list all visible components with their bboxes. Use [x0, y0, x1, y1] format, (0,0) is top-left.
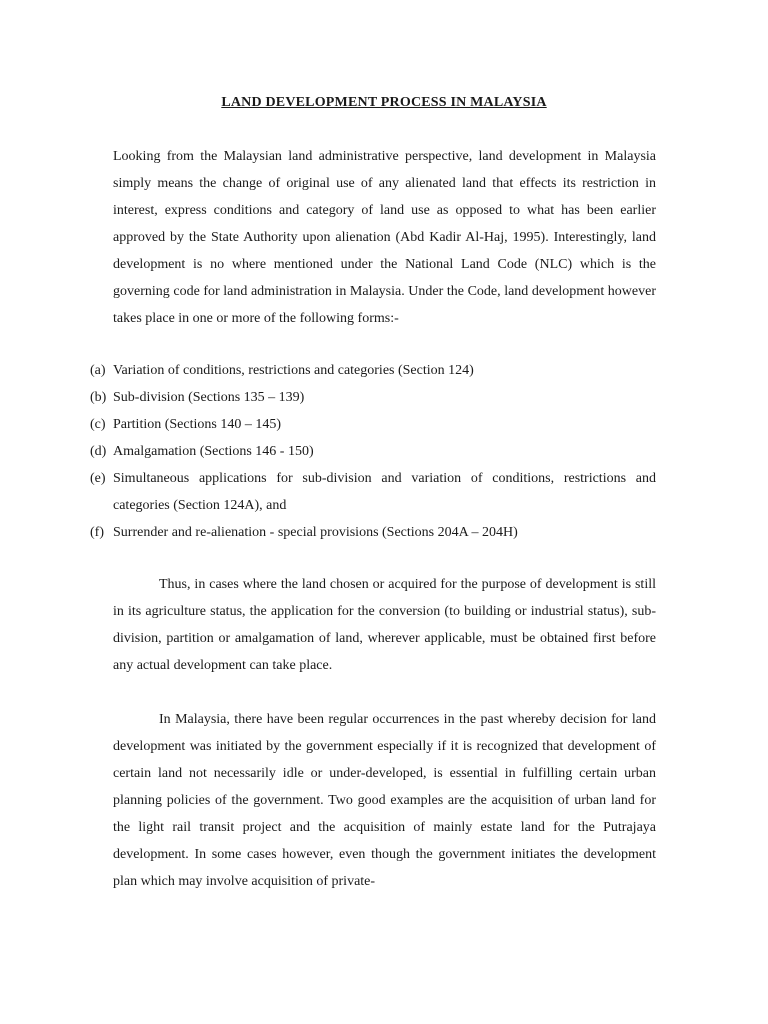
list-marker: (b) [90, 390, 107, 405]
list-item-c [90, 411, 656, 438]
list-item-text: Simultaneous applications for sub-division and variation of conditions, restrictions and categories (Section 124A), and [113, 471, 656, 513]
document-title: LAND DEVELOPMENT PROCESS IN MALAYSIA [221, 95, 547, 110]
list-marker: (d) [90, 444, 107, 459]
list-marker: (a) [90, 363, 106, 378]
conversion-paragraph: Thus, in cases where the land chosen or acquired for the purpose of development is still in its agriculture status, the application for the conversion (to building or industrial status), sub-division, partition or amalgamation of land, wherever applicable, must be obtained first before any actual development can take place. [113, 577, 656, 673]
list-item-a [90, 357, 656, 384]
list-item-d [90, 438, 656, 465]
intro-paragraph: Looking from the Malaysian land administrative perspective, land development in Malaysia simply means the change of original use of any alienated land that effects its restriction in interest, express conditions and category of land use as opposed to what has been earlier approved by the State Authority upon alienation (Abd Kadir Al-Haj, 1995). Interestingly, land development is no where mentioned under the National Land Code (NLC) which is the governing code for land administration in Malaysia. Under the Code, land development however takes place in one or more of the following forms:- [113, 149, 656, 326]
development-forms-list [90, 357, 656, 546]
list-item-b [90, 384, 656, 411]
list-item-e [90, 465, 656, 519]
list-item-text: Variation of conditions, restrictions and categories (Section 124) [113, 363, 474, 378]
list-item-text: Partition (Sections 140 – 145) [113, 417, 281, 432]
list-item-f [90, 519, 656, 546]
government-paragraph: In Malaysia, there have been regular occurrences in the past whereby decision for land development was initiated by the government especially if it is recognized that development of certain land not necessarily idle or under-developed, is essential in fulfilling certain urban planning policies of the government. Two good examples are the acquisition of urban land for the light rail transit project and the acquisition of mainly estate land for the Putrajaya development. In some cases however, even though the government initiates the development plan which may involve acquisition of private- [113, 712, 656, 889]
list-marker: (f) [90, 525, 104, 540]
list-item-text: Amalgamation (Sections 146 - 150) [113, 444, 314, 459]
list-marker: (c) [90, 417, 106, 432]
list-item-text: Sub-division (Sections 135 – 139) [113, 390, 305, 405]
list-marker: (e) [90, 471, 106, 486]
list-item-text: Surrender and re-alienation - special provisions (Sections 204A – 204H) [113, 525, 518, 540]
